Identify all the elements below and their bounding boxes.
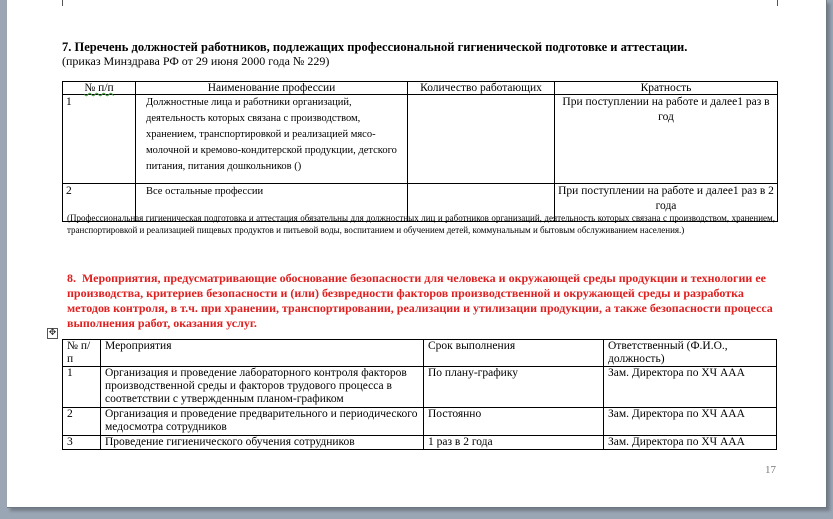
table-header-row [63,340,777,367]
row-number: 1 [63,95,136,184]
count-cell [408,95,555,184]
row-number: 2 [63,184,136,222]
table-row [63,408,777,436]
frequency-cell: При поступлении на работе и далее1 раз в год [555,95,778,184]
column-header: Кратность [555,82,778,95]
table-row [63,436,777,450]
document-page [7,0,827,508]
column-header: № п/п [63,82,136,95]
responsible-cell: Зам. Директора по ХЧ ААА [604,367,777,408]
term-cell: По плану-графику [424,367,604,408]
move-handle-icon[interactable]: ✥ [48,328,57,338]
section-7-subtitle: (приказ Минздрава РФ от 29 июня 2000 года № 229) [62,54,330,68]
table-row [63,367,777,408]
activity-cell: Организация и проведение предварительного и периодического медосмотра сотрудников [101,408,424,436]
responsible-cell: Зам. Директора по ХЧ ААА [604,436,777,450]
professions-table [62,81,778,222]
margin-mark [62,0,63,6]
frequency-cell: При поступлении на работе и далее1 раз в 2 года [555,184,778,222]
column-header: Ответственный (Ф.И.О., должность) [604,340,777,367]
term-cell: Постоянно [424,408,604,436]
row-number: 2 [63,408,101,436]
page-number: 17 [765,464,776,476]
section-8-title [67,271,779,331]
column-header: Количество работающих [408,82,555,95]
column-header: Мероприятия [101,340,424,367]
profession-cell: Все остальные профессии [136,184,408,222]
column-header: Срок выполнения [424,340,604,367]
table-row [63,95,778,184]
column-header: № п/п [63,340,101,367]
column-header: Наименование профессии [136,82,408,95]
activity-cell: Организация и проведение лабораторного контроля факторов производственной среды и факторов трудового процесса в соответствии с утвержденным планом-графиком [101,367,424,408]
row-number: 3 [63,436,101,450]
section-8-number: 8. [67,271,76,285]
margin-mark [777,0,778,6]
section-8-title-text: Мероприятия, предусматривающие обоснование безопасности для человека и окружающей среды продукции и технологии ее производства, критериев безопасности и (или) безвредности факторов производственной и окружающей среды и разработка методов контроля, в т.ч. при хранении, транспортировании, реализации и утилизации продукции, а также безопасности процесса выполнения работ, оказания услуг. [67,271,773,330]
activities-table [62,339,777,450]
section-7-note: (Профессиональная гигиеническая подготовка и аттестация обязательны для должностных лиц и работников организаций, деятельность которых связана с производством, хранением, транспортировкой и реализацией пищевых продуктов и питьевой воды, воспитанием и обучением детей, коммунальным и бытовым обслуживанием населения.) [67,213,775,235]
profession-cell: Должностные лица и работники организаций, деятельность которых связана с производством, хранением, транспортировкой и реализацией мясо-молочной и кремово-кондитерской продукции, детского питания, питания дошкольников () [136,95,408,184]
row-number: 1 [63,367,101,408]
responsible-cell: Зам. Директора по ХЧ ААА [604,408,777,436]
table-header-row [63,82,778,95]
section-7-title: 7. Перечень должностей работников, подлежащих профессиональной гигиенической подготовке и аттестации. [62,40,688,54]
term-cell: 1 раз в 2 года [424,436,604,450]
activity-cell: Проведение гигиенического обучения сотрудников [101,436,424,450]
